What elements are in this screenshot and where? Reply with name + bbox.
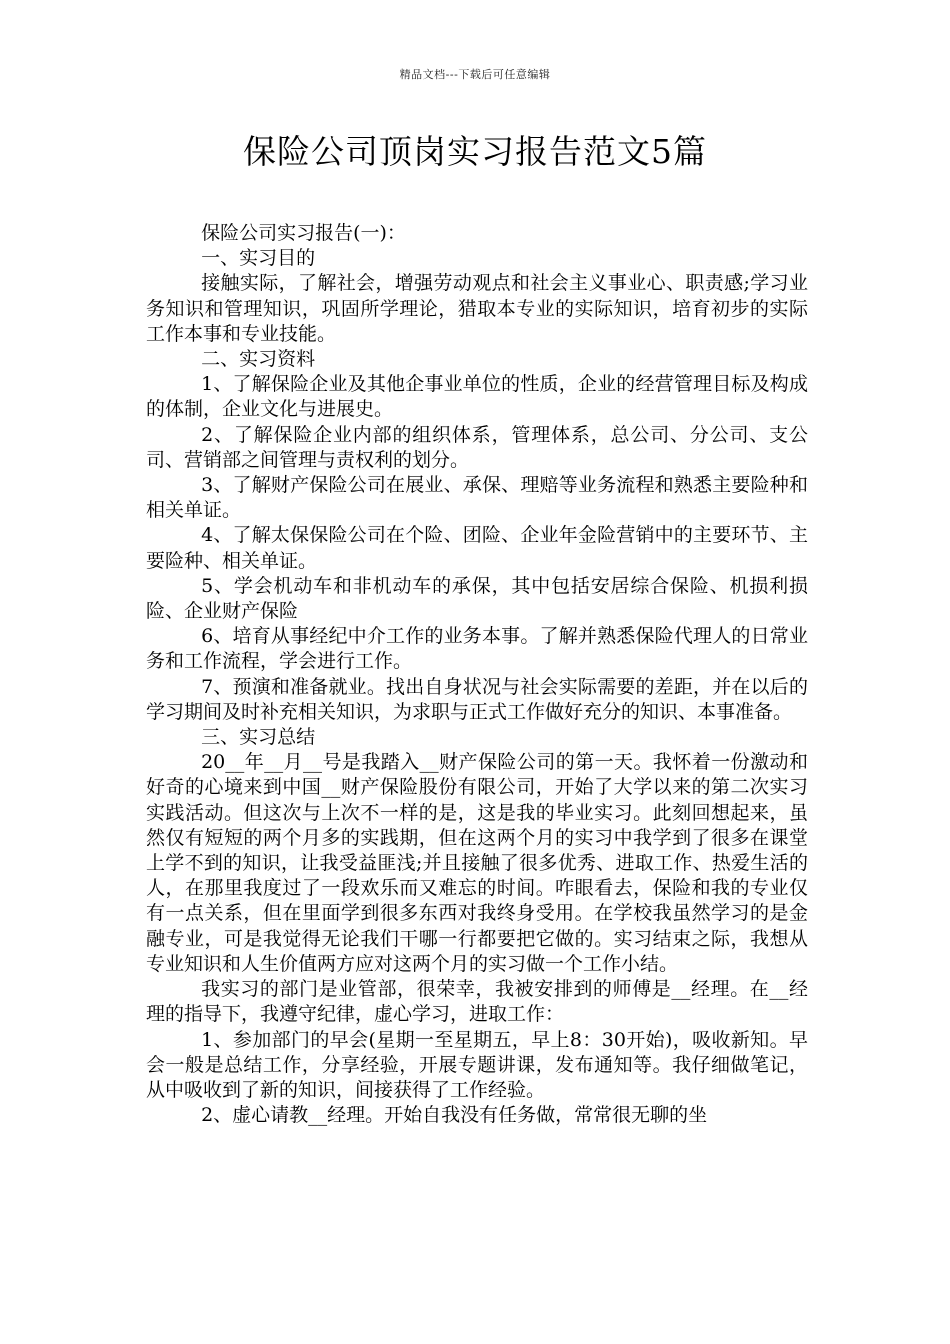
list-item: 1、了解保险企业及其他企事业单位的性质，企业的经营管理目标及构成的体制，企业文化与进展史。: [146, 373, 808, 421]
list-item: 3、了解财产保险公司在展业、承保、理赔等业务流程和熟悉主要险种和相关单证。: [146, 474, 808, 522]
subsection-heading: 二、实习资料: [201, 348, 316, 371]
list-item: 7、预演和准备就业。找出自身状况与社会实际需要的差距，并在以后的学习期间及时补充相关知识，为求职与正式工作做好充分的知识、本事准备。: [146, 675, 808, 723]
header-note: 精品文档---下载后可任意编辑: [399, 68, 551, 81]
subsection-heading: 一、实习目的: [201, 247, 316, 270]
section-heading: 保险公司实习报告(一)：: [201, 222, 406, 244]
body-paragraph: 接触实际，了解社会，增强劳动观点和社会主义事业心、职责感;学习业务知识和管理知识，巩固所学理论，猎取本专业的实际知识，培育初步的实际工作本事和专业技能。: [146, 272, 808, 345]
list-item: 2、虚心请教__经理。开始自我没有任务做，常常很无聊的坐: [201, 1104, 708, 1127]
list-item: 2、了解保险企业内部的组织体系，管理体系，总公司、分公司、支公司、营销部之间管理与责权利的划分。: [146, 423, 808, 471]
list-item: 1、参加部门的早会(星期一至星期五，早上8：30开始)，吸收新知。早会一般是总结工作，分享经验，开展专题讲课，发布通知等。我仔细做笔记，从中吸收到了新的知识，间接获得了工作经验。: [146, 1028, 808, 1101]
body-paragraph: 我实习的部门是业管部，很荣幸，我被安排到的师傅是__经理。在__经理的指导下，我遵守纪律，虚心学习，进取工作：: [146, 978, 808, 1026]
subsection-heading: 三、实习总结: [201, 726, 316, 749]
list-item: 4、了解太保保险公司在个险、团险、企业年金险营销中的主要环节、主要险种、相关单证。: [146, 524, 808, 572]
document-body: [146, 221, 808, 1128]
list-item: 6、培育从事经纪中介工作的业务本事。了解并熟悉保险代理人的日常业务和工作流程，学会进行工作。: [146, 625, 808, 673]
document-title: 保险公司顶岗实习报告范文5篇: [243, 132, 707, 171]
body-paragraph: 20__年__月__号是我踏入__财产保险公司的第一天。我怀着一份激动和好奇的心境来到中国__财产保险股份有限公司，开始了大学以来的第二次实习实践活动。但这次与上次不一样的是，这是我的毕业实习。此刻回想起来，虽然仅有短短的两个月多的实践期，但在这两个月的实习中我学到了很多在课堂上学不到的知识，让我受益匪浅;并且接触了很多优秀、进取工作、热爱生活的人，在那里我度过了一段欢乐而又难忘的时间。咋眼看去，保险和我的专业仅有一点关系，但在里面学到很多东西对我终身受用。在学校我虽然学习的是金融专业，可是我觉得无论我们干哪一行都要把它做的。实习结束之际，我想从专业知识和人生价值两方应对这两个月的实习做一个工作小结。: [146, 751, 808, 975]
list-item: 5、学会机动车和非机动车的承保，其中包括安居综合保险、机损利损险、企业财产保险: [146, 574, 808, 623]
